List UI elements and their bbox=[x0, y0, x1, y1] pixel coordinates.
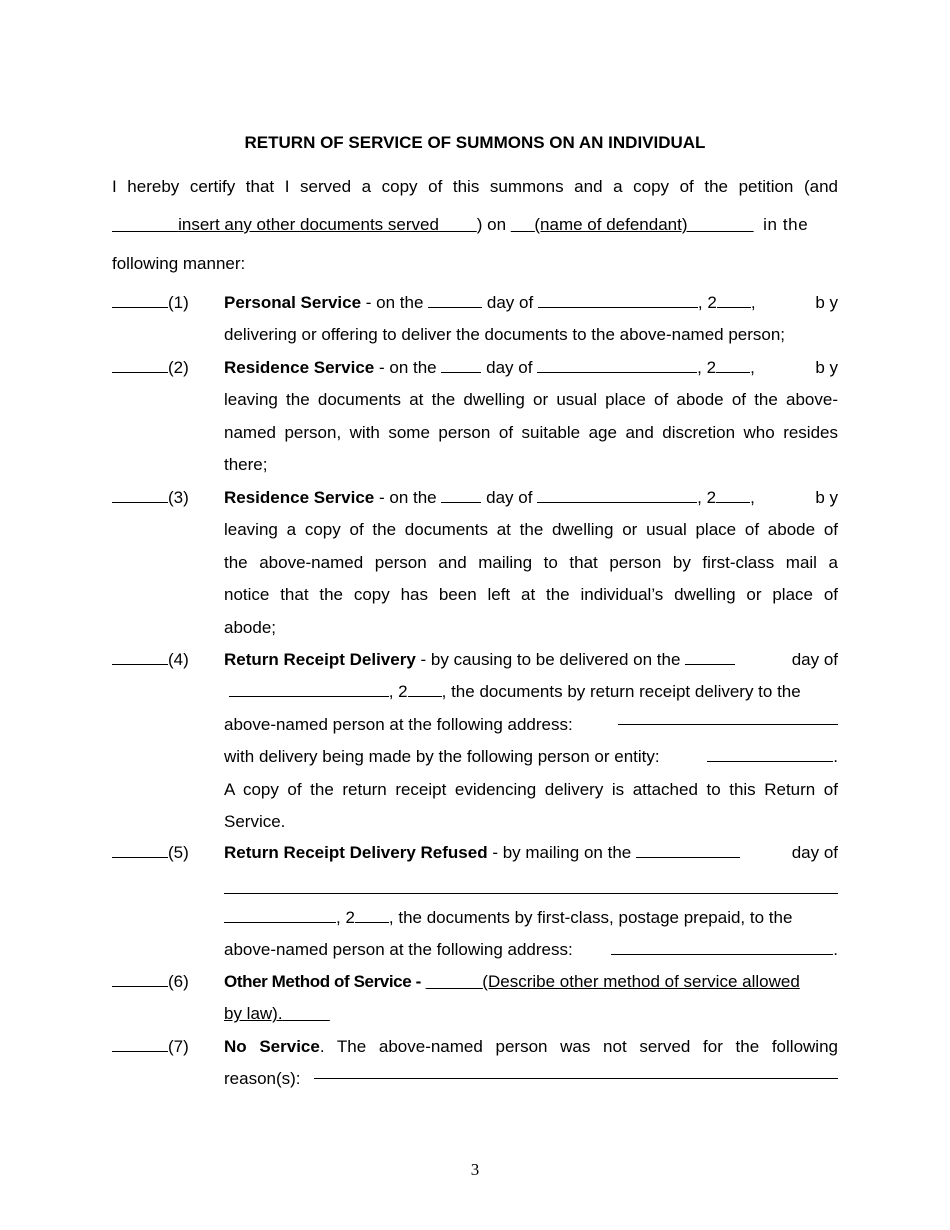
item-2-text-3: there; bbox=[224, 455, 268, 475]
item-3-number: (3) bbox=[112, 487, 222, 509]
item-4-check-blank[interactable] bbox=[112, 649, 168, 665]
item-6-describe-field-2[interactable]: by law). bbox=[224, 1004, 283, 1024]
item-5-heading: Return Receipt Delivery Refused bbox=[224, 843, 488, 862]
item-7-heading: No Service bbox=[224, 1037, 320, 1056]
item-2-body: Residence Service - on the day of , 2 , b y leaving the documents at the dwelling or usual place of abode of the above- named person, with some person of suitable age and discretion who resides there; bbox=[224, 352, 838, 482]
item-5-body: Return Receipt Delivery Refused - by mailing on the day of bbox=[224, 843, 838, 862]
item-2-month-blank[interactable] bbox=[537, 357, 697, 373]
item-3-text-4: abode; bbox=[224, 617, 276, 637]
on-text: ) on bbox=[476, 215, 507, 234]
item-6-describe-field[interactable]: (Describe other method of service allowed bbox=[482, 972, 800, 991]
item-5-address-blank[interactable] bbox=[611, 939, 833, 955]
item-2-text-1: leaving the documents at the dwelling or usual place of abode of the above- bbox=[224, 390, 838, 410]
item-5-day-blank[interactable] bbox=[636, 842, 740, 858]
item-7-reason-blank[interactable] bbox=[314, 1063, 838, 1079]
item-4-number: (4) bbox=[112, 649, 222, 671]
item-1-text-1: delivering or offering to deliver the documents to the above-named person; bbox=[224, 325, 786, 345]
item-6-number: (6) bbox=[112, 971, 222, 993]
item-1-heading: Personal Service bbox=[224, 293, 362, 312]
item-7-body: No Service. The above-named person was not served for the following reason(s): bbox=[224, 1037, 838, 1089]
item-3-text-3: notice that the copy has been left at the individual’s dwelling or place of bbox=[224, 585, 838, 605]
item-1-year-blank[interactable] bbox=[717, 292, 751, 308]
item-4-heading: Return Receipt Delivery bbox=[224, 650, 416, 669]
item-4-text-5: A copy of the return receipt evidencing delivery is attached to this Return of bbox=[224, 779, 838, 799]
item-3-text-1: leaving a copy of the documents at the dwelling or usual place of abode of bbox=[224, 520, 838, 540]
item-5-number: (5) bbox=[112, 842, 222, 864]
item-7-check-blank[interactable] bbox=[112, 1036, 168, 1052]
item-4-month-blank[interactable] bbox=[229, 681, 389, 697]
item-4-address-blank[interactable] bbox=[618, 709, 838, 725]
item-1-body: Personal Service - on the day of , 2 , b y delivering or offering to deliver the documents to the above-named person; bbox=[224, 287, 838, 352]
item-4-body: Return Receipt Delivery - by causing to be delivered on the day of , 2 , the documents by return receipt delivery to the above-named person at the following address: with delivery being made by the following person or entity: . A copy of the return receipt evidencing delivery is attached to this Return of Service. bbox=[224, 644, 838, 838]
item-4-entity-label: with delivery being made by the following person or entity: bbox=[224, 747, 660, 767]
item-2-number: (2) bbox=[112, 357, 222, 379]
item-3-day-blank[interactable] bbox=[441, 487, 481, 503]
item-2-text-2: named person, with some person of suitable age and discretion who resides bbox=[224, 422, 838, 442]
item-2-heading: Residence Service bbox=[224, 358, 375, 377]
item-7-reason-label: reason(s): bbox=[224, 1069, 301, 1089]
item-1-month-blank[interactable] bbox=[538, 292, 698, 308]
item-4-text-6: Service. bbox=[224, 811, 286, 831]
item-4-year-blank[interactable] bbox=[408, 681, 442, 697]
item-5-address-label: above-named person at the following address: bbox=[224, 940, 573, 960]
defendant-name-field[interactable]: (name of defendant) bbox=[534, 215, 688, 234]
item-5-year-blank[interactable] bbox=[355, 907, 389, 923]
item-2-check-blank[interactable] bbox=[112, 357, 168, 373]
intro-line-3: following manner: bbox=[112, 254, 246, 273]
item-4-address-label: above-named person at the following address: bbox=[224, 714, 573, 734]
item-5-check-blank[interactable] bbox=[112, 842, 168, 858]
item-4-entity-blank[interactable] bbox=[707, 746, 833, 762]
item-1-day-blank[interactable] bbox=[428, 292, 482, 308]
item-6-body bbox=[224, 966, 854, 1031]
item-1-check-blank[interactable] bbox=[112, 292, 168, 308]
item-3-body: Residence Service - on the day of , 2 , b y leaving a copy of the documents at the dwelling or usual place of abode of the above-named person and mailing to that person by first-class mail a notice that the copy has been left at the individual’s dwelling or place of abode; bbox=[224, 482, 838, 644]
item-3-heading: Residence Service bbox=[224, 488, 375, 507]
item-3-month-blank[interactable] bbox=[537, 487, 697, 503]
item-5-body-cont: , 2 , the documents by first-class, postage prepaid, to the above-named person at the following address: . bbox=[224, 908, 838, 960]
documents-served-field[interactable]: insert any other documents served bbox=[178, 215, 439, 234]
item-5-month-blank[interactable] bbox=[224, 907, 336, 923]
item-5-month-line[interactable] bbox=[224, 893, 838, 894]
item-3-year-blank[interactable] bbox=[716, 487, 750, 503]
page-title: RETURN OF SERVICE OF SUMMONS ON AN INDIVIDUAL bbox=[244, 133, 706, 152]
item-6-heading: Other Method of Service - bbox=[224, 972, 421, 991]
item-2-year-blank[interactable] bbox=[716, 357, 750, 373]
in-the-text: in the bbox=[763, 215, 809, 234]
intro-line-2 bbox=[112, 214, 838, 236]
item-2-day-blank[interactable] bbox=[441, 357, 481, 373]
page-number: 3 bbox=[470, 1160, 480, 1179]
item-3-text-2: the above-named person and mailing to that person by first-class mail a bbox=[224, 552, 838, 572]
item-1-number: (1) bbox=[112, 292, 222, 314]
item-6-check-blank[interactable] bbox=[112, 971, 168, 987]
intro-line-1: I hereby certify that I served a copy of this summons and a copy of the petition (and bbox=[112, 177, 838, 196]
item-4-day-blank[interactable] bbox=[685, 649, 735, 665]
item-7-number: (7) bbox=[112, 1036, 222, 1058]
item-3-check-blank[interactable] bbox=[112, 487, 168, 503]
